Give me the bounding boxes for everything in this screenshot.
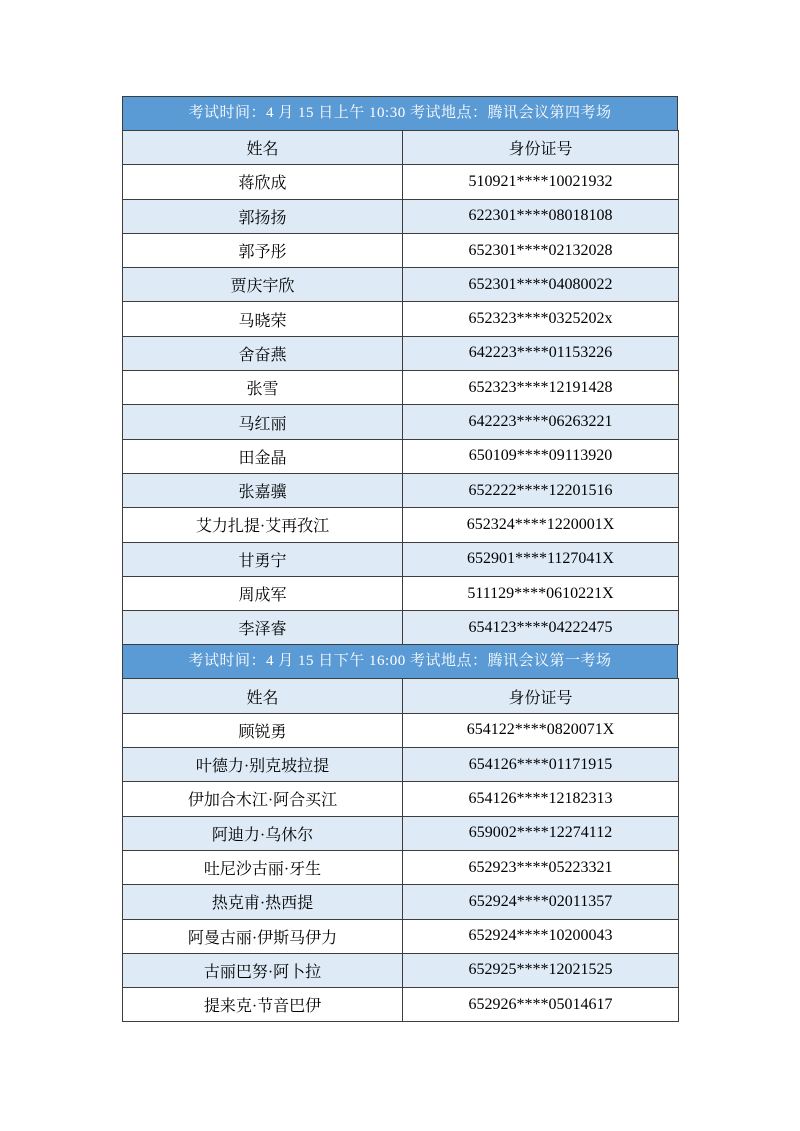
student-id: 650109****09113920 <box>403 439 679 473</box>
student-id: 654126****01171915 <box>403 748 679 782</box>
column-header-name: 姓名 <box>123 131 403 165</box>
exam-session-section <box>122 644 678 1022</box>
student-id: 642223****06263221 <box>403 405 679 439</box>
table-row <box>123 199 679 233</box>
table-row <box>123 611 679 645</box>
student-name: 蒋欣成 <box>123 165 403 199</box>
table-row <box>123 713 679 747</box>
student-name: 贾庆宇欣 <box>123 268 403 302</box>
student-name: 马红丽 <box>123 405 403 439</box>
student-name: 甘勇宁 <box>123 542 403 576</box>
table-row <box>123 919 679 953</box>
student-id: 654126****12182313 <box>403 782 679 816</box>
table-row <box>123 233 679 267</box>
student-id: 654122****0820071X <box>403 713 679 747</box>
student-id: 652926****05014617 <box>403 988 679 1022</box>
table-row <box>123 302 679 336</box>
student-name: 吐尼沙古丽·牙生 <box>123 850 403 884</box>
student-id: 652222****12201516 <box>403 473 679 507</box>
student-name: 艾力扎提·艾再孜江 <box>123 508 403 542</box>
student-id: 654123****04222475 <box>403 611 679 645</box>
table-row <box>123 885 679 919</box>
student-name: 马晓荣 <box>123 302 403 336</box>
table-row <box>123 405 679 439</box>
table-row <box>123 371 679 405</box>
exam-session-header: 考试时间：4 月 15 日上午 10:30 考试地点：腾讯会议第四考场 <box>122 96 678 131</box>
column-header-name: 姓名 <box>123 679 403 713</box>
column-header-id: 身份证号 <box>403 131 679 165</box>
student-id: 652323****0325202x <box>403 302 679 336</box>
table-row <box>123 165 679 199</box>
student-name: 李泽睿 <box>123 611 403 645</box>
student-name: 热克甫·热西提 <box>123 885 403 919</box>
column-header-id: 身份证号 <box>403 679 679 713</box>
table-row <box>123 268 679 302</box>
student-name: 郭扬扬 <box>123 199 403 233</box>
student-name: 阿曼古丽·伊斯马伊力 <box>123 919 403 953</box>
exam-session-header: 考试时间：4 月 15 日下午 16:00 考试地点：腾讯会议第一考场 <box>122 644 678 679</box>
student-id: 652323****12191428 <box>403 371 679 405</box>
student-name: 阿迪力·乌休尔 <box>123 816 403 850</box>
column-header-row <box>123 679 679 713</box>
table-row <box>123 782 679 816</box>
student-name: 古丽巴努·阿卜拉 <box>123 953 403 987</box>
student-id: 659002****12274112 <box>403 816 679 850</box>
table-row <box>123 508 679 542</box>
roster-table <box>122 130 679 645</box>
table-row <box>123 439 679 473</box>
table-row <box>123 816 679 850</box>
student-id: 652324****1220001X <box>403 508 679 542</box>
student-name: 张嘉骥 <box>123 473 403 507</box>
student-name: 郭予彤 <box>123 233 403 267</box>
student-name: 周成军 <box>123 576 403 610</box>
student-id: 652301****02132028 <box>403 233 679 267</box>
roster-table <box>122 678 679 1022</box>
student-name: 提来克·节音巴伊 <box>123 988 403 1022</box>
student-id: 642223****01153226 <box>403 336 679 370</box>
table-row <box>123 748 679 782</box>
student-name: 叶德力·别克坡拉提 <box>123 748 403 782</box>
student-id: 652925****12021525 <box>403 953 679 987</box>
table-row <box>123 473 679 507</box>
student-name: 田金晶 <box>123 439 403 473</box>
student-id: 652923****05223321 <box>403 850 679 884</box>
student-name: 舍奋燕 <box>123 336 403 370</box>
table-row <box>123 336 679 370</box>
student-id: 511129****0610221X <box>403 576 679 610</box>
student-id: 652301****04080022 <box>403 268 679 302</box>
student-name: 顾锐勇 <box>123 713 403 747</box>
column-header-row <box>123 131 679 165</box>
student-id: 510921****10021932 <box>403 165 679 199</box>
exam-roster-tables <box>122 96 678 1022</box>
table-row <box>123 542 679 576</box>
student-id: 652924****10200043 <box>403 919 679 953</box>
table-row <box>123 988 679 1022</box>
table-row <box>123 953 679 987</box>
exam-session-section <box>122 96 678 645</box>
student-name: 伊加合木江·阿合买江 <box>123 782 403 816</box>
table-row <box>123 850 679 884</box>
student-name: 张雪 <box>123 371 403 405</box>
student-id: 652901****1127041X <box>403 542 679 576</box>
student-id: 622301****08018108 <box>403 199 679 233</box>
table-row <box>123 576 679 610</box>
student-id: 652924****02011357 <box>403 885 679 919</box>
